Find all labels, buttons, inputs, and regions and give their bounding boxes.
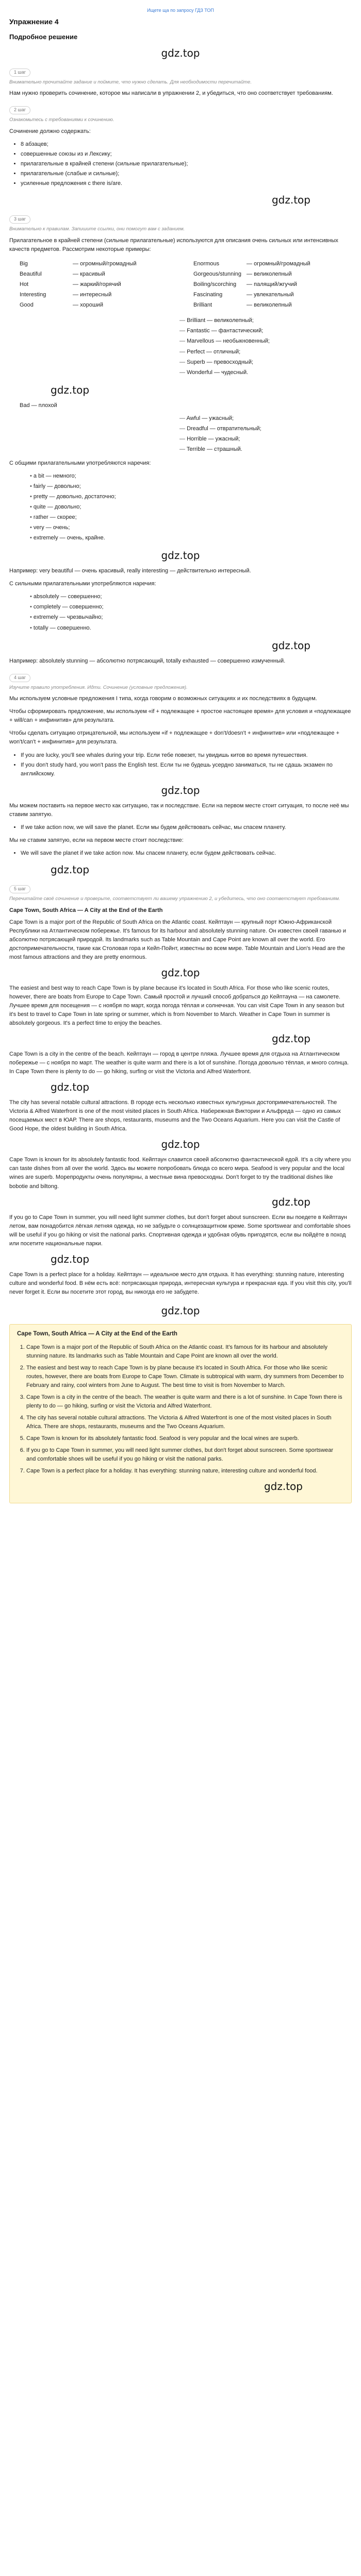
list-item: • If you are lucky, you'll see whales during your trip. Если тебе повезет, ты увидишь китов во время путешествия. <box>21 751 352 760</box>
watermark: gdz.top <box>51 1081 90 1094</box>
answer-box-list <box>17 1343 344 1476</box>
exercise-heading: Упражнение 4 <box>9 17 59 26</box>
essay-paragraph: The city has several notable cultural attractions. В городе есть несколько известных культурных достопримечательностей. The Victoria & Alfred Waterfront is one of the most visited places in South Africa. Набережная Виктории и Альфреда — одно из самых посещаемых мест в ЮАР. There are shops, restaurants, museums and the Two Oceans Aquarium. Here you can visit the Castle of Good Hope, the oldest building in South Africa. <box>9 1099 341 1132</box>
list-item: • прилагательные (слабые и сильные); <box>21 170 352 178</box>
adjective-row: Good — хороший <box>20 301 178 310</box>
essay-paragraph: Cape Town is a perfect place for a holiday. Кейптаун — идеальное место для отдыха. It has everything: stunning nature, interesting culture and wonderful food. В нём есть всё: потрясающая природа, интересная культура и прекрасная еда. If you visit this city, you'll never forget it. Если вы посетите этот город, вы никогда его не забудете. <box>9 1271 352 1295</box>
adjective-word: Enormous <box>193 261 220 267</box>
list-item: — Marvellous — необыкновенный; <box>179 337 352 346</box>
list-item: — Perfect — отличный; <box>179 348 352 357</box>
step-2-intro: Сочинение должно содержать: <box>9 128 91 135</box>
adjective-word: Beautiful <box>20 271 42 278</box>
answer-item: 2. The easiest and best way to reach Cape Town is by plane because it's located in South Africa. For those who like scenic routes, however, there are boats from Europe to Cape Town. Climate is subtropical with warm, dry summers from December to February and rainy, cool winters from June to August. The best time to visit is from November to March. <box>26 1364 344 1390</box>
step-2-hint: Ознакомьтесь с требованиями к сочинению. <box>9 117 114 123</box>
step-1-question: Нам нужно проверить сочинение, которое мы написали в упражнении 2, и убедиться, что оно соответствует требованиям. <box>9 90 333 97</box>
essay-paragraph: The easiest and best way to reach Cape Town is by plane because it's located in South Africa. For those who like scenic routes, however, there are boats from Europe to Cape Town. Самый простой и лучший способ добраться до Кейптауна — на самолете. Лучшее время для посещения — с ноября по март, когда погода тёплая и солнечная. You can visit Cape Town in any season but it's best to travel to Cape Town in late spring or summer, which is from November to March. Weather in Cape Town in summer is absolutely gorgeous. It's a perfect time to enjoy the beaches. <box>9 985 344 1026</box>
list-item: — Fantastic — фантастический; <box>179 327 352 335</box>
adjective-row: Fascinating — увлекательный <box>193 291 352 299</box>
list-item: • very — очень; <box>30 523 352 532</box>
adjective-row: Gorgeous/stunning — великолепный <box>193 270 352 279</box>
step-5-tag: 5 шаг <box>9 885 30 893</box>
strong-example: Например: absolutely stunning — абсолютно потрясающий, totally exhausted — совершенно измученный. <box>9 657 286 664</box>
essay-paragraph: If you go to Cape Town in summer, you will need light summer clothes, but don't forget about sunscreen. Если вы поедете в Кейптаун летом, вам понадобится лёгкая летняя одежда, но не забудьте о солнцезащитном креме. Some sportswear and comfortable shoes will be useful if you go hiking or visit the national parks. Спортивная одежда и удобная обувь пригодятся, если вы пойдёте в поход или посетите национальные парки. <box>9 1214 351 1247</box>
list-item: • прилагательные в крайней степени (сильные прилагательные); <box>21 160 352 168</box>
list-item: • fairly — довольно; <box>30 482 352 491</box>
watermark: gdz.top <box>161 966 200 979</box>
answer-item: 5. Cape Town is known for its absolutely fantastic food. Seafood is very popular and the local wines are superb. <box>26 1434 344 1443</box>
list-item: • If you don't study hard, you won't pass the English test. Если ты не будешь усердно заниматься, ты не сдашь экзамен по английскому. <box>21 761 352 778</box>
step-3-hint: Внимательно к правилам. Запишите ссылки, они помогут вам с заданием. <box>9 226 185 232</box>
list-item: • extremely — очень, крайне. <box>30 534 352 543</box>
answer-item: 1. Cape Town is a major port of the Republic of South Africa on the Atlantic coast. It's famous for its harbour and absolutely stunning nature. Its landmarks such as Table Mountain and Cape Point are known all over the world. <box>26 1343 344 1361</box>
watermark: gdz.top <box>161 549 200 562</box>
watermark: gdz.top <box>271 639 310 652</box>
watermark: gdz.top <box>264 1480 303 1493</box>
step-4-examples-3 <box>9 849 352 858</box>
step-4-examples <box>9 751 352 778</box>
adjective-translation: хороший <box>80 302 103 309</box>
watermark: gdz.top <box>271 1195 310 1208</box>
adjective-translation: красивый <box>80 271 105 278</box>
top-link[interactable]: Ищете ща по запросу ГДЗ ТОП <box>147 8 214 13</box>
step-2-list <box>9 140 352 188</box>
step-1-hint: Внимательно прочитайте задание и поймите, что нужно сделать. Для необходимости перечитайте. <box>9 79 252 85</box>
answer-item: 4. The city has several notable cultural attractions. The Victoria & Alfred Waterfront is one of the most visited places in South Africa. There are shops, restaurants, museums and the Two Oceans Aquarium. <box>26 1414 344 1431</box>
list-item: • extremely — чрезвычайно; <box>30 613 352 622</box>
step-3-tag: 3 шаг <box>9 215 30 224</box>
step-4-text-5: Мы не ставим запятую, если на первом месте стоит последствие: <box>9 837 184 843</box>
essay-paragraph: Cape Town is a major port of the Republic of South Africa on the Atlantic coast. Кейптаун — крупный порт Южно-Африканской Республики на Атлантическом побережье. It's famous for its harbour and absolutely stunning nature. Он известен своей гаванью и абсолютно потрясающей природой. Its landmarks such as Table Mountain and Cape Point are known all over the world. Его достопримечательности, такие как Столовая гора и Кейп-Пойнт, известны во всем мире. Table Mountain and Lion's Head are the most famous attractions and they are pretty enormous. <box>9 919 346 960</box>
list-item: — Horrible — ужасный; <box>179 435 352 444</box>
adjective-translation: огромный/громадный <box>254 261 310 267</box>
list-item: — Brilliant — великолепный; <box>179 316 352 325</box>
adjective-row: Interesting — интересный <box>20 291 178 299</box>
list-item: • усиленные предложения с there is/are. <box>21 179 352 188</box>
list-item: • If we take action now, we will save the planet. Если мы будем действовать сейчас, мы спасем планету. <box>21 823 352 832</box>
adjective-more-list <box>179 316 352 377</box>
essay-title: Cape Town, South Africa — A City at the End of the Earth <box>9 907 163 913</box>
adjective-row: Hot — жаркий/горячий <box>20 280 178 289</box>
list-item: — Wonderful — чудесный. <box>179 368 352 377</box>
strong-intro: С сильными прилагательными употребляются наречия: <box>9 581 156 587</box>
adjective-table <box>20 258 352 311</box>
adjective-translation: великолепный <box>254 302 292 309</box>
list-item: • совершенные союзы из и Лексику; <box>21 150 352 159</box>
watermark: gdz.top <box>271 194 310 207</box>
adjective-row: Enormous — огромный/громадный <box>193 260 352 268</box>
adverbs-example: Например: very beautiful — очень красивый, really interesting — действительно интересный. <box>9 568 251 574</box>
answer-box <box>9 1324 352 1503</box>
list-item: • a bit — немного; <box>30 472 352 481</box>
answer-item: 7. Cape Town is a perfect place for a holiday. It has everything: stunning nature, interesting culture and wonderful food. <box>26 1467 344 1476</box>
list-item: • pretty — довольно, достаточно; <box>30 493 352 501</box>
adjective-translation: палящий/жгучий <box>254 281 297 288</box>
adjective-translation: огромный/громадный <box>80 261 137 267</box>
step-3-text: Прилагательное в крайней степени (сильные прилагательные) используются для описания очень сильных или интенсивных качеств предметов. Рассмотрим некоторые примеры: <box>9 238 338 253</box>
watermark: gdz.top <box>51 383 90 396</box>
adjective-word: Fascinating <box>193 292 223 298</box>
adjective-column-strong <box>193 258 352 311</box>
step-4-text-4: Мы можем поставить на первое место как ситуацию, так и последствие. Если на первом месте стоит ситуация, то после неё мы ставим запятую. <box>9 802 349 818</box>
list-item: • completely — совершенно; <box>30 603 352 612</box>
watermark: gdz.top <box>161 46 200 59</box>
watermark: gdz.top <box>161 784 200 796</box>
list-item: — Terrible — страшный. <box>179 445 352 454</box>
solution-subheading: Подробное решение <box>9 32 78 41</box>
watermark: gdz.top <box>51 863 90 876</box>
adjective-translation: великолепный <box>254 271 292 278</box>
list-item: • We will save the planet if we take action now. Мы спасем планету, если будем действовать сейчас. <box>21 849 352 858</box>
adjective-translation: жаркий/горячий <box>80 281 121 288</box>
list-item: • quite — довольно; <box>30 503 352 512</box>
adjective-translation: интересный <box>80 292 112 298</box>
list-item: • absolutely — совершенно; <box>30 592 352 601</box>
watermark: gdz.top <box>161 1304 200 1317</box>
step-5-hint: Перечитайте своё сочинение и проверьте, соответствует ли вашему упражнению 2, и убедитесь, что оно соответствует требованиям. <box>9 895 340 902</box>
adjective-column-weak <box>20 258 178 311</box>
adjective-word: Hot <box>20 281 29 288</box>
step-4-text-2: Чтобы сформировать предложение, мы используем «if + подлежащее + простое настоящее время» для условия и «подлежащее + will/can + инфинитив» для результата. <box>9 708 351 724</box>
step-4-examples-2 <box>9 823 352 832</box>
adjective-word: Brilliant <box>193 302 212 309</box>
watermark: gdz.top <box>51 1252 90 1265</box>
essay-paragraph: Cape Town is a city in the centre of the beach. Кейптаун — город в центре пляжа. Лучшее время для отдыха на Атлантическом побережье — с ноября по март. The weather is quite warm and there is a lot of sunshine. Погода довольно тёплая, и много солнца. In Cape Town there is plenty to do — go hiking, surfing or visit the Victoria and Alfred Waterfront. <box>9 1051 349 1075</box>
answer-item: 3. Cape Town is a city in the centre of the beach. The weather is quite warm and there is a lot of sunshine. In Cape Town there is plenty to do — go hiking, surfing or visit the Victoria and Alfred Waterfront. <box>26 1393 344 1411</box>
step-4-text-3: Чтобы сделать ситуацию отрицательной, мы используем «if + подлежащее + don't/doesn't + инфинитив» или «подлежащее + won't/can't + инфинитив» для результата. <box>9 730 339 745</box>
list-item: — Superb — превосходный; <box>179 358 352 367</box>
adjective-word: Good <box>20 302 34 309</box>
bad-list <box>179 414 352 454</box>
step-4-text: Мы используем условные предложения I типа, когда говорим о возможных ситуациях и их последствиях в будущем. <box>9 696 317 702</box>
adverbs-list-1 <box>30 472 352 543</box>
adjective-word: Interesting <box>20 292 46 298</box>
adjective-row: Brilliant — великолепный <box>193 301 352 310</box>
answer-box-title: Cape Town, South Africa — A City at the End of the Earth <box>17 1330 177 1337</box>
top-link-bar <box>9 7 352 14</box>
adverbs-intro: С общими прилагательными употребляются наречия: <box>9 460 151 466</box>
step-1-tag: 1 шаг <box>9 69 30 77</box>
list-item: • totally — совершенно. <box>30 624 352 633</box>
step-4-hint: Изучите правило употребления. Идти. Сочинение (условные предложения). <box>9 684 188 690</box>
step-4-tag: 4 шаг <box>9 674 30 682</box>
step-2-tag: 2 шаг <box>9 106 30 114</box>
watermark: gdz.top <box>161 1138 200 1151</box>
adjective-translation: увлекательный <box>254 292 294 298</box>
list-item: — Dreadful — отвратительный; <box>179 425 352 433</box>
bad-label: Bad — плохой <box>20 402 57 409</box>
answer-item: 6. If you go to Cape Town in summer, you will need light summer clothes, but don't forget about sunscreen. Some sportswear and comfortable shoes will be useful if you go hiking or visit the national parks. <box>26 1446 344 1464</box>
adjective-row: Boiling/scorching — палящий/жгучий <box>193 280 352 289</box>
essay-paragraph: Cape Town is known for its absolutely fantastic food. Кейптаун славится своей абсолютно фантастической едой. It's a city where you can taste dishes from all over the world. Здесь вы можете попробовать блюда со всего мира. Seafood is very popular and the local wines are superb. Морепродукты очень популярны, а местные вина превосходны. Don't forget to try the traditional dishes like bobotie and biltong. <box>9 1157 351 1190</box>
watermark: gdz.top <box>271 1032 310 1045</box>
adjective-word: Big <box>20 261 28 267</box>
essay <box>9 906 352 1297</box>
adjective-word: Gorgeous/stunning <box>193 271 241 278</box>
list-item: — Awful — ужасный; <box>179 414 352 423</box>
list-item: • 8 абзацев; <box>21 140 352 149</box>
adjective-row: Beautiful — красивый <box>20 270 178 279</box>
adverbs-list-2 <box>30 592 352 632</box>
list-item: • rather — скорее; <box>30 513 352 522</box>
adjective-row: Big — огромный/громадный <box>20 260 178 268</box>
adjective-word: Boiling/scorching <box>193 281 237 288</box>
